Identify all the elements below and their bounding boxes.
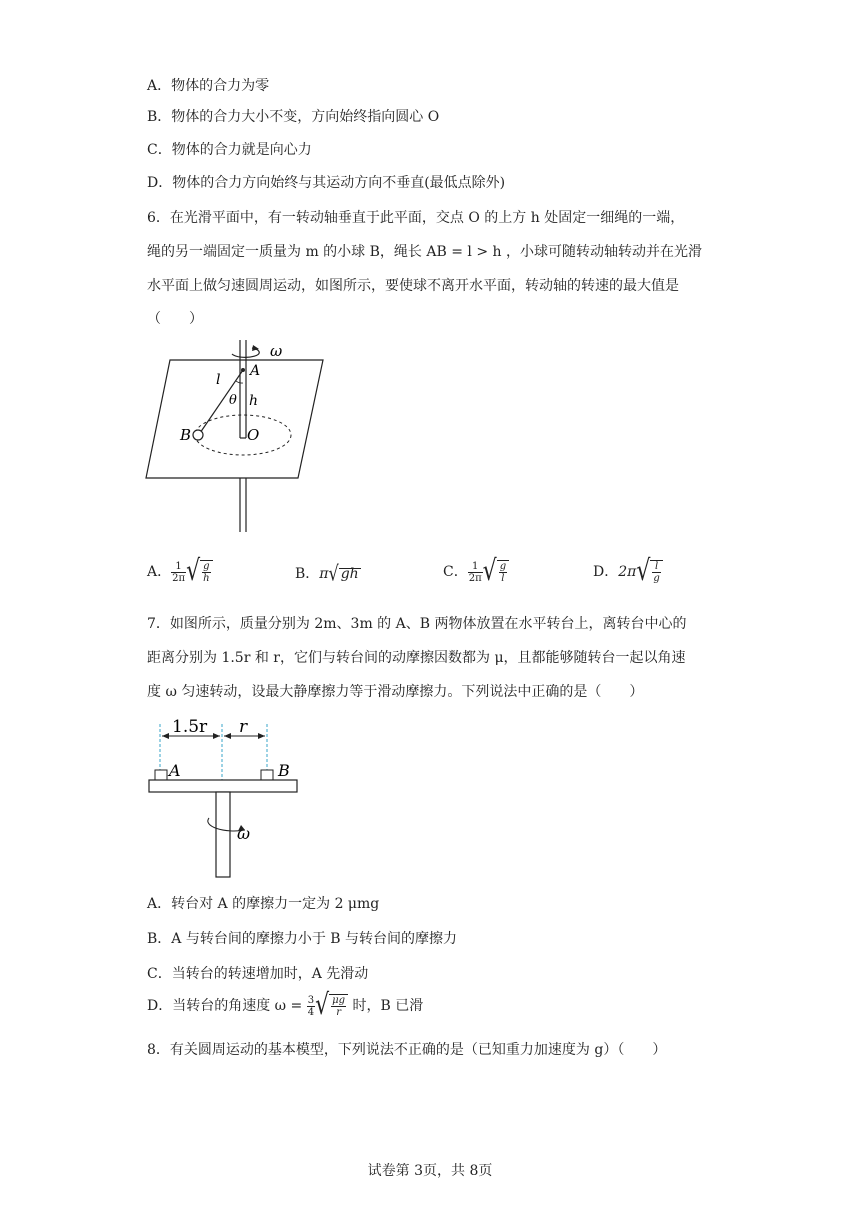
q6-stem-line-1: 6．在光滑平面中，有一转动轴垂直于此平面，交点 O 的上方 h 处固定一细绳的一端，	[147, 210, 685, 226]
q6-figure	[140, 340, 340, 535]
q7-option-d: D．当转台的角速度 ω = $\frac{3}{4}$ √ $\frac{\mu g}{r}$ 时，B 已滑	[147, 989, 424, 1022]
q6-fig-b-label: B	[180, 426, 192, 444]
q6-stem-line-3: 水平面上做匀速圆周运动，如图所示，要使球不离开水平面，转动轴的转速的最大值是	[147, 278, 679, 294]
q7-option-c: C．当转台的转速增加时，A 先滑动	[147, 966, 369, 982]
q8-stem-line-1: 8．有关圆周运动的基本模型，下列说法不正确的是（已知重力加速度为 g）（ ）	[147, 1042, 667, 1058]
q7-fig-omega-label: ω	[237, 824, 251, 843]
q6-option-d: D．2π√ $\frac{l}{g}$	[593, 560, 663, 584]
q7-option-d-radical: √ $\frac{\mu g}{r}$	[315, 994, 348, 1018]
q6-fig-o-label: O	[247, 426, 260, 444]
q6-option-c-radical: √ $\frac{g}{l}$	[483, 560, 509, 584]
q6-fig-l-label: l	[216, 372, 221, 388]
q6-option-c-fraction: $\frac{1}{2\pi}$	[468, 560, 482, 584]
q7-fig-b-label: B	[278, 761, 290, 780]
q6-fig-h-label: h	[249, 393, 259, 409]
q7-stem-line-2: 距离分别为 1.5r 和 r，它们与转台间的动摩擦因数都为 μ，且都能够随转台一起以角速	[147, 650, 686, 666]
q6-option-b-radical: √ gh	[328, 561, 359, 586]
q7-option-d-fraction: $\frac{3}{4}$	[307, 994, 315, 1018]
q7-figure	[145, 712, 305, 880]
q6-stem-line-2: 绳的另一端固定一质量为 m 的小球 B，绳长 AB = l > h ，小球可随转动轴转动并在光滑	[147, 244, 702, 260]
q6-option-a-fraction: $\frac{1}{2\pi}$	[172, 560, 186, 584]
q6-option-b: B．π√ gh	[295, 561, 359, 586]
q6-option-c: C． $\frac{1}{2\pi}$ √ $\frac{g}{l}$	[443, 560, 509, 584]
q6-option-a-radical: √ $\frac{g}{h}$	[186, 560, 212, 584]
q6-option-d-radical: √ $\frac{l}{g}$	[636, 560, 662, 584]
q6-fig-a-label: A	[250, 363, 261, 379]
q7-option-a: A．转台对 A 的摩擦力一定为 2 μmg	[147, 896, 380, 912]
q5-option-a: A．物体的合力为零	[147, 78, 270, 94]
q7-stem-line-3: 度 ω 匀速转动，设最大静摩擦力等于滑动摩擦力。下列说法中正确的是（ ）	[147, 684, 644, 700]
q7-fig-distance-a-label: 1.5r	[172, 717, 208, 737]
page-footer: 试卷第 3页，共 8页	[367, 1163, 493, 1179]
q7-option-b: B．A 与转台间的摩擦力小于 B 与转台间的摩擦力	[147, 931, 458, 947]
q6-stem-line-4: （ ）	[147, 311, 203, 327]
q5-option-b: B．物体的合力大小不变，方向始终指向圆心 O	[147, 109, 440, 125]
q7-fig-distance-b-label: r	[239, 717, 248, 737]
q6-option-a: A． $\frac{1}{2\pi}$ √ $\frac{g}{h}$	[147, 560, 213, 584]
q7-fig-a-label: A	[169, 761, 181, 780]
q5-option-d: D．物体的合力方向始终与其运动方向不垂直(最低点除外)	[147, 175, 506, 191]
q6-fig-theta-label: θ	[229, 393, 237, 408]
q7-stem-line-1: 7．如图所示，质量分别为 2m、3m 的 A、B 两物体放置在水平转台上，离转台中心的	[147, 616, 687, 632]
q5-option-c: C．物体的合力就是向心力	[147, 142, 312, 158]
q6-fig-omega-label: ω	[270, 342, 283, 360]
